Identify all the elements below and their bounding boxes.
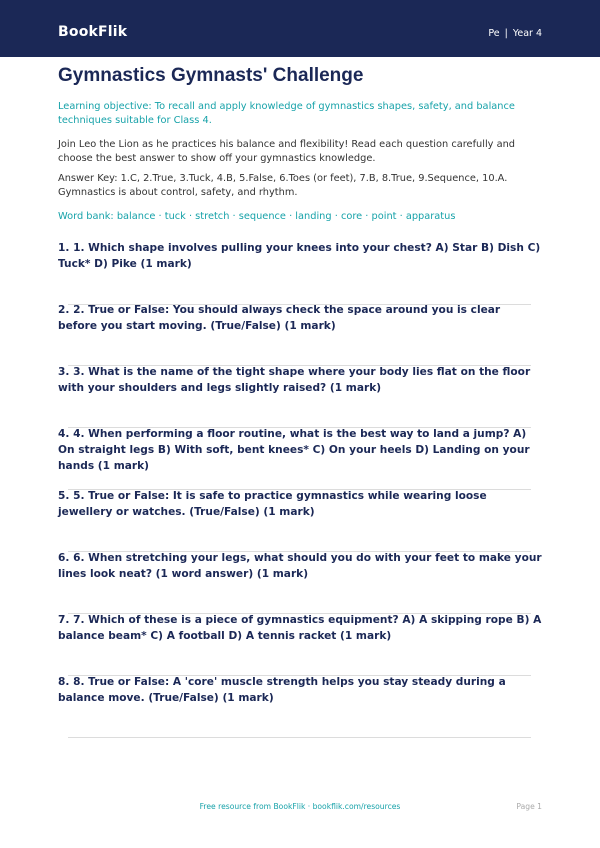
meta-separator: |	[504, 28, 508, 39]
question-6: 6. 6. When stretching your legs, what should you do with your feet to make your lines look neat? (1 word answer) (1 mark)	[58, 552, 542, 580]
learning-objective: Learning objective: To recall and apply knowledge of gymnastics shapes, safety, and balance techniques suitable for Class 4.	[58, 101, 515, 126]
question-2: 2. 2. True or False: You should always check the space around you is clear before you start moving. (True/False) (1 mark)	[58, 304, 501, 332]
question-7: 7. 7. Which of these is a piece of gymnastics equipment? A) A skipping rope B) A balance beam* C) A football D) A tennis racket (1 mark)	[58, 614, 542, 642]
brand-logo[interactable]: BookFlik	[58, 24, 128, 40]
footer-resource-link[interactable]: Free resource from BookFlik · bookflik.com/resources	[199, 802, 401, 811]
page-title: Gymnastics Gymnasts' Challenge	[58, 65, 364, 86]
page-number: Page 1	[516, 802, 542, 811]
year-label: Year 4	[512, 28, 542, 39]
question-5: 5. 5. True or False: It is safe to practice gymnastics while wearing loose jewellery or watches. (True/False) (1 mark)	[58, 490, 487, 518]
question-1: 1. 1. Which shape involves pulling your knees into your chest? A) Star B) Dish C) Tuck* D) Pike (1 mark)	[58, 242, 541, 270]
word-bank: Word bank: balance · tuck · stretch · sequence · landing · core · point · apparatus	[58, 211, 456, 222]
question-3: 3. 3. What is the name of the tight shape where your body lies flat on the floor with your shoulders and legs slightly raised? (1 mark)	[58, 366, 531, 394]
answer-line-8	[68, 737, 531, 738]
answer-key: Answer Key: 1.C, 2.True, 3.Tuck, 4.B, 5.False, 6.Toes (or feet), 7.B, 8.True, 9.Sequence, 10.A. Gymnastics is about control, safety, and rhythm.	[58, 173, 508, 198]
subject-label: Pe	[488, 28, 500, 39]
question-4: 4. 4. When performing a floor routine, what is the best way to land a jump? A) On straight legs B) With soft, bent knees* C) On your heels D) Landing on your hands (1 mark)	[58, 428, 530, 472]
header-bar	[0, 0, 600, 57]
intro-text: Join Leo the Lion as he practices his balance and flexibility! Read each question carefully and choose the best answer to show off your gymnastics knowledge.	[58, 139, 516, 164]
header-meta	[488, 28, 542, 39]
question-8: 8. 8. True or False: A 'core' muscle strength helps you stay steady during a balance move. (True/False) (1 mark)	[58, 676, 506, 704]
